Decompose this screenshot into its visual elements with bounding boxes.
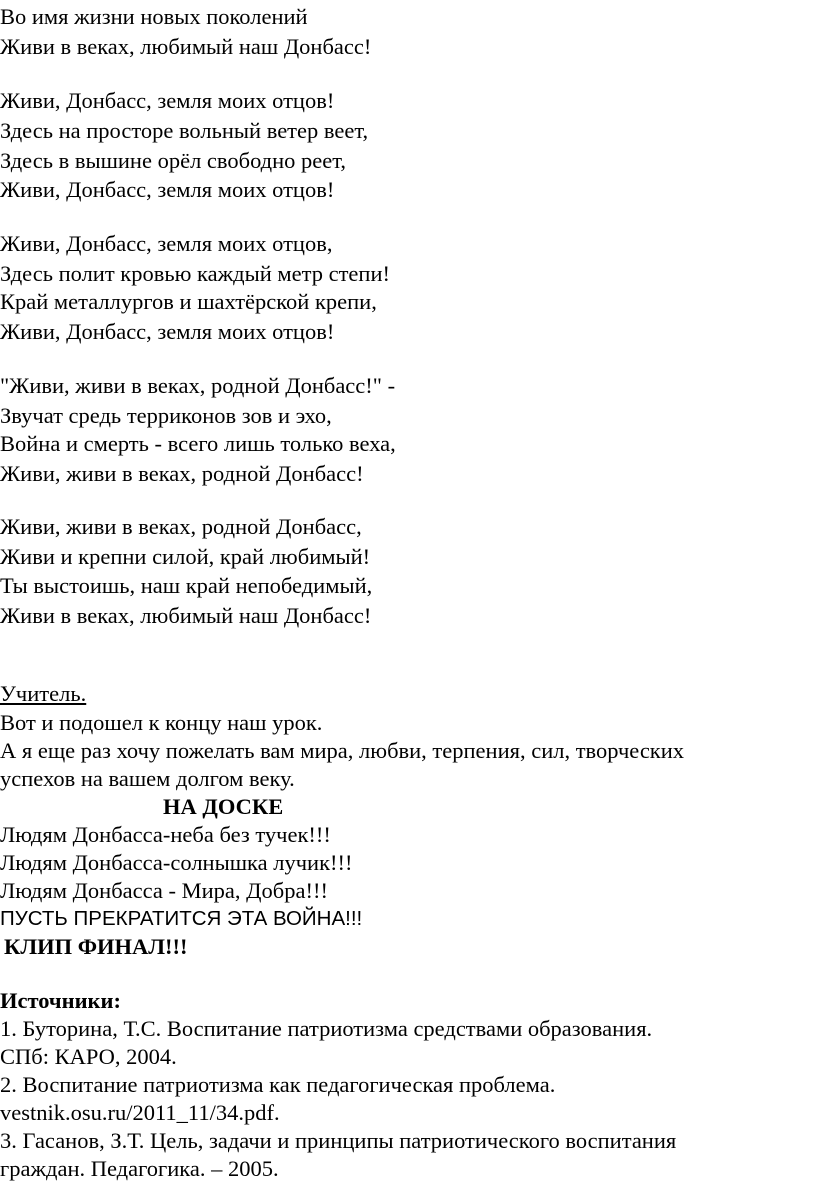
poem-line: Живи, Донбасс, земля моих отцов! — [0, 319, 335, 344]
source-line: vestnik.osu.ru/2011_11/34.pdf. — [0, 1100, 280, 1125]
poem-line: Живи, Донбасс, земля моих отцов! — [0, 88, 335, 113]
clip-final: КЛИП ФИНАЛ!!! — [4, 934, 188, 959]
poem-line: Ты выстоишь, наш край непобедимый, — [0, 573, 373, 598]
poem-line: Здесь в вышине орёл свободно реет, — [0, 148, 347, 173]
board-line: Людям Донбасса - Мира, Добра!!! — [0, 878, 328, 903]
source-line: граждан. Педагогика. – 2005. — [0, 1156, 279, 1181]
source-line: 2. Воспитание патриотизма как педагогическая проблема. — [0, 1072, 556, 1097]
poem-line: Здесь на просторе вольный ветер веет, — [0, 118, 369, 143]
poem-line: "Живи, живи в веках, родной Донбасс!" - — [0, 373, 396, 398]
poem-line: Живи и крепни силой, край любимый! — [0, 544, 371, 569]
teacher-line: успехов на вашем долгом веку. — [0, 766, 295, 791]
poem-line: Звучат средь терриконов зов и эхо, — [0, 403, 332, 428]
sources-heading: Источники: — [0, 988, 121, 1013]
poem-line: Живи, Донбасс, земля моих отцов! — [0, 177, 335, 202]
board-final-line: ПУСТЬ ПРЕКРАТИТСЯ ЭТА ВОЙНА!!! — [0, 907, 363, 930]
source-line: 1. Буторина, Т.С. Воспитание патриотизма средствами образования. — [0, 1016, 653, 1041]
poem-line: Живи, живи в веках, родной Донбасс, — [0, 514, 362, 539]
teacher-line: А я еще раз хочу пожелать вам мира, любви, терпения, сил, творческих — [0, 738, 685, 763]
source-line: СПб: КАРО, 2004. — [0, 1044, 177, 1069]
board-heading: НА ДОСКЕ — [163, 794, 284, 819]
source-line: 3. Гасанов, З.Т. Цель, задачи и принципы патриотического воспитания — [0, 1128, 677, 1153]
poem-line: Во имя жизни новых поколений — [0, 4, 308, 29]
poem-line: Край металлургов и шахтёрской крепи, — [0, 289, 377, 314]
teacher-label: Учитель. — [0, 681, 87, 706]
poem-line: Живи в веках, любимый наш Донбасс! — [0, 34, 372, 59]
board-line: Людям Донбасса-неба без тучек!!! — [0, 822, 331, 847]
teacher-line: Вот и подошел к концу наш урок. — [0, 710, 323, 735]
poem-line: Живи, Донбасс, земля моих отцов, — [0, 231, 333, 256]
poem-line: Война и смерть - всего лишь только веха, — [0, 431, 396, 456]
board-line: Людям Донбасса-солнышка лучик!!! — [0, 850, 353, 875]
poem-line: Живи, живи в веках, родной Донбасс! — [0, 461, 364, 486]
poem-line: Живи в веках, любимый наш Донбасс! — [0, 603, 372, 628]
poem-line: Здесь полит кровью каждый метр степи! — [0, 261, 390, 286]
